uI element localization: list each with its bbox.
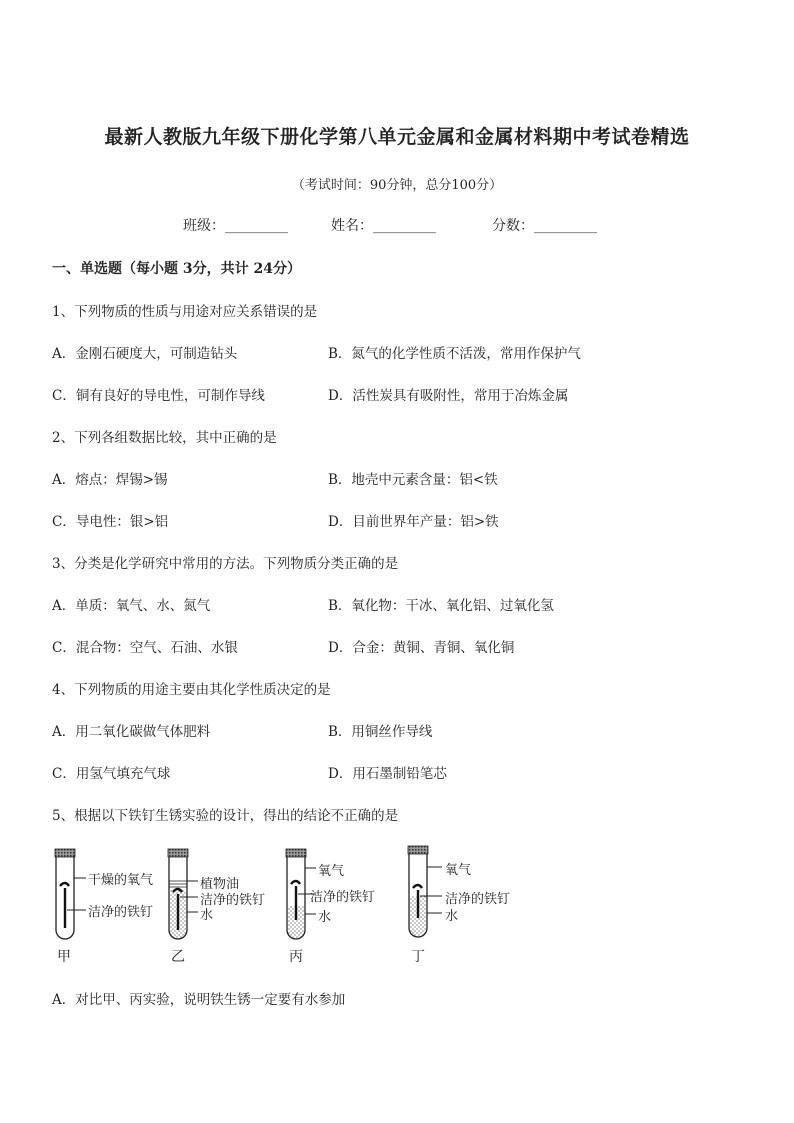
label-water: 水	[445, 909, 459, 924]
question-5: 5、根据以下铁钉生锈实验的设计，得出的结论不正确的是	[52, 808, 399, 824]
q1-option-b: B．氮气的化学性质不活泼，常用作保护气	[328, 346, 581, 362]
q4-option-a: A．用二氧化碳做气体肥料	[52, 724, 211, 740]
tube-name-jia: 甲	[57, 949, 71, 965]
q4-option-b: B．用铜丝作导线	[328, 724, 433, 740]
q4-option-c: C．用氢气填充气球	[52, 766, 171, 782]
label-water: 水	[318, 910, 332, 925]
q2-option-d: D．目前世界年产量：铝>铁	[328, 514, 499, 530]
tube-yi	[168, 849, 198, 939]
q1-option-d: D．活性炭具有吸附性，常用于冶炼金属	[328, 388, 569, 404]
tube-name-ding: 丁	[411, 949, 425, 965]
label-oxygen: 氧气	[445, 863, 472, 878]
section-heading: 一、单选题（每小题 3分，共计 24分）	[52, 261, 301, 277]
label-clean-nail: 洁净的铁钉	[200, 893, 266, 908]
tube-name-yi: 乙	[171, 949, 185, 965]
label-clean-nail: 洁净的铁钉	[88, 905, 154, 920]
label-oxygen: 氧气	[318, 864, 345, 879]
class-field: 班级：_________	[183, 218, 288, 234]
tube-ding	[408, 846, 442, 937]
exam-subtitle: （考试时间：90分钟，总分100分）	[291, 178, 503, 193]
question-2: 2、下列各组数据比较，其中正确的是	[52, 430, 277, 446]
tube-jia	[55, 849, 86, 939]
label-clean-nail: 洁净的铁钉	[445, 892, 511, 907]
q2-option-c: C．导电性：银>铝	[52, 514, 169, 530]
q5-option-a: A．对比甲、丙实验，说明铁生锈一定要有水参加	[52, 992, 346, 1008]
label-dry-oxygen: 干燥的氧气	[88, 873, 154, 888]
page-title: 最新人教版九年级下册化学第八单元金属和金属材料期中考试卷精选	[104, 126, 690, 148]
question-1: 1、下列物质的性质与用途对应关系错误的是	[52, 304, 318, 320]
question-4: 4、下列物质的用途主要由其化学性质决定的是	[52, 682, 331, 698]
tube-name-bing: 丙	[289, 949, 303, 965]
label-water: 水	[200, 908, 214, 923]
name-field: 姓名：_________	[331, 218, 436, 234]
q4-option-d: D．用石墨制铅笔芯	[328, 766, 447, 782]
label-clean-nail: 洁净的铁钉	[310, 890, 376, 905]
q3-option-b: B．氧化物：干冰、氧化铝、过氧化氢	[328, 598, 554, 614]
question-3: 3、分类是化学研究中常用的方法。下列物质分类正确的是	[52, 556, 399, 572]
q2-option-b: B．地壳中元素含量：铝<铁	[328, 472, 498, 488]
q3-option-d: D．合金：黄铜、青铜、氧化铜	[328, 640, 515, 656]
q1-option-c: C．铜有良好的导电性，可制作导线	[52, 388, 265, 404]
q3-option-a: A．单质：氧气、水、氮气	[52, 598, 211, 614]
q2-option-a: A．熔点：焊锡>锡	[52, 472, 168, 488]
q3-option-c: C．混合物：空气、石油、水银	[52, 640, 238, 656]
score-field: 分数：_________	[492, 218, 597, 234]
label-vegetable-oil: 植物油	[200, 877, 240, 892]
q1-option-a: A．金刚石硬度大，可制造钻头	[52, 346, 238, 362]
